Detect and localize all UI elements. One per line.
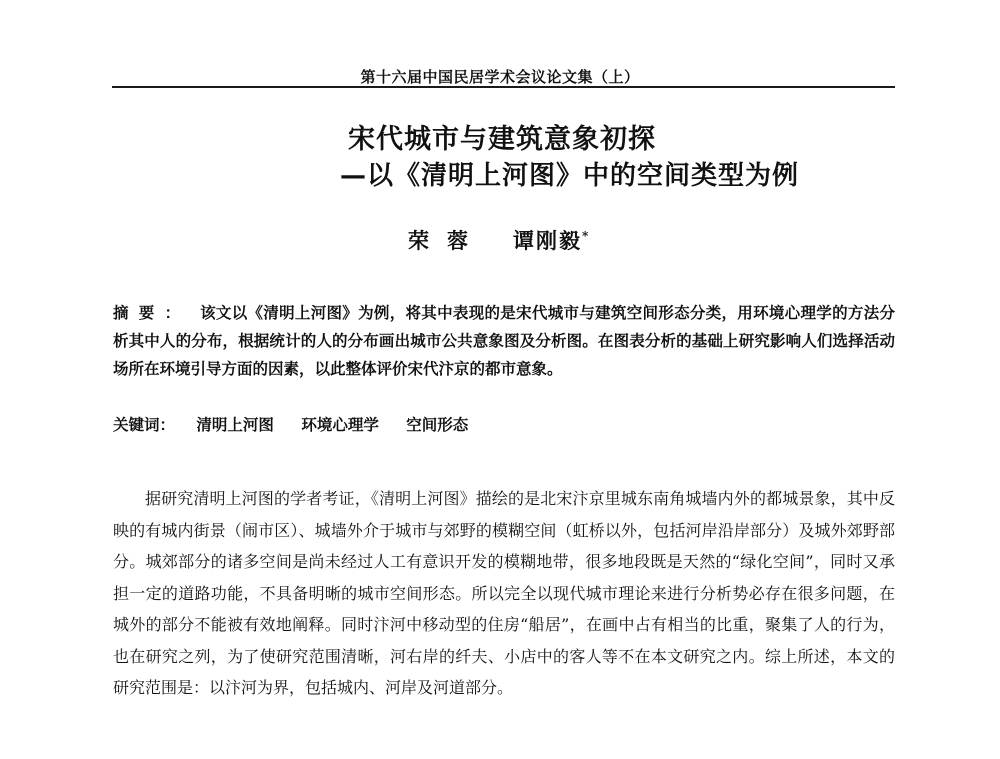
- author-name: [513, 225, 588, 255]
- abstract-text: 该文以《清明上河图》为例，将其中表现的是宋代城市与建筑空间形态分类，用环境心理学的方法分析其中人的分布，根据统计的人的分布画出城市公共意象图及分析图。在图表分析的基础上研究影响人们选择活动场所在环境引导方面的因素，以此整体评价宋代汴京的都市意象。: [113, 303, 895, 378]
- body-paragraph: 据研究清明上河图的学者考证，《清明上河图》描绘的是北宋汴京里城东南角城墙内外的都城景象，其中反映的有城内街景（闹市区）、城墙外介于城市与郊野的模糊空间（虹桥以外，包括河岸沿岸部分）及城外郊野部分。城郊部分的诸多空间是尚未经过人工有意识开发的模糊地带，很多地段既是天然的“绿化空间”，同时又承担一定的道路功能，不具备明晰的城市空间形态。所以完全以现代城市理论来进行分析势必存在很多问题，在城外的部分不能被有效地阐释。同时汴河中移动型的住房“船居”，在画中占有相当的比重，聚集了人的行为，也在研究之列，为了使研究范围清晰，河右岸的纤夫、小店中的客人等不在本文研究之内。综上所述，本文的研究范围是：以汴河为界，包括城内、河岸及河道部分。: [113, 489, 895, 697]
- keyword-item: 空间形态: [406, 415, 469, 434]
- author-name: 荣蓉: [408, 228, 486, 253]
- header-rule: [112, 86, 895, 88]
- author-footnote-mark: *: [582, 229, 589, 243]
- paper-subtitle: —以《清明上河图》中的空间类型为例: [340, 161, 800, 191]
- keywords-label: 关键词：: [113, 415, 176, 434]
- keyword-item: 环境心理学: [301, 415, 379, 434]
- running-header: 第十六届中国民居学术会议论文集（上）: [360, 68, 640, 86]
- author-name-text: 谭刚毅: [513, 228, 582, 253]
- abstract: [113, 299, 895, 383]
- keywords: [113, 411, 490, 439]
- paper-title: 宋代城市与建筑意象初探: [348, 124, 656, 155]
- abstract-label: 摘要：: [113, 303, 191, 322]
- keyword-item: 清明上河图: [196, 415, 274, 434]
